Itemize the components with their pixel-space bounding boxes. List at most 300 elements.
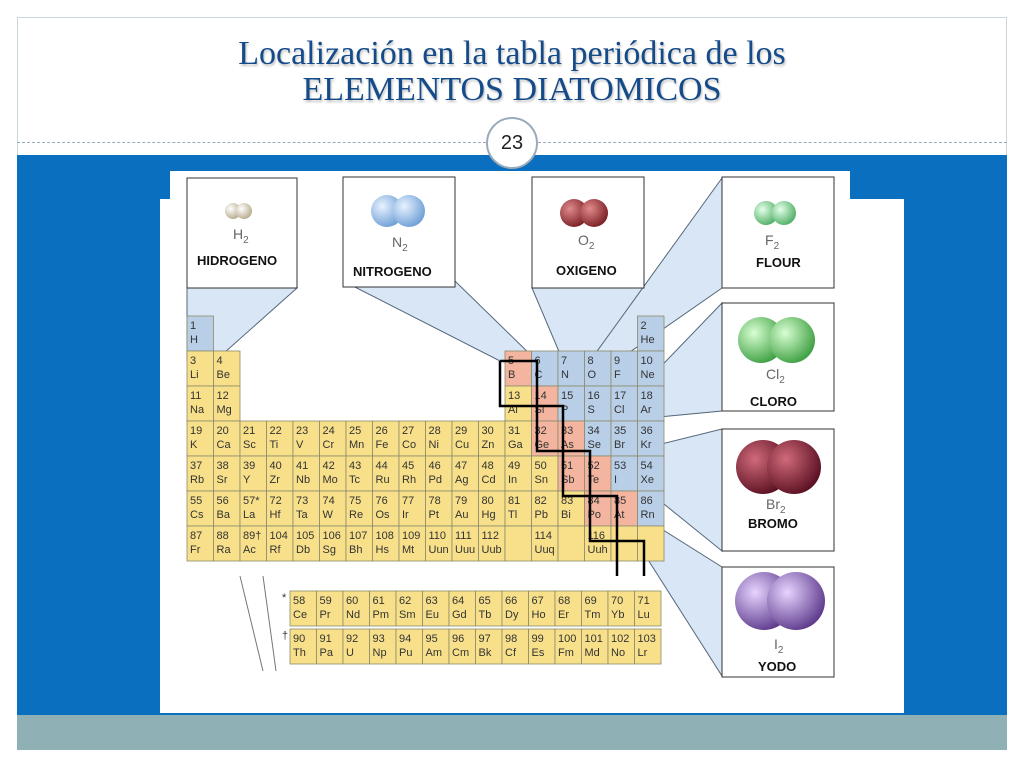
element-cell-K xyxy=(187,421,214,456)
element-cell-Ca xyxy=(214,421,241,456)
element-number: 24 xyxy=(322,425,335,437)
element-cell-Gd xyxy=(449,591,476,626)
element-symbol: Pd xyxy=(428,474,442,486)
element-cell-Uun xyxy=(426,526,453,561)
element-number: 75 xyxy=(349,495,362,507)
element-number: 10 xyxy=(640,355,653,367)
element-number: 103 xyxy=(637,633,656,645)
element-number: 104 xyxy=(269,530,288,542)
element-symbol: Si xyxy=(534,404,545,416)
element-cell-Rh xyxy=(399,456,426,491)
element-number: 30 xyxy=(481,425,494,437)
element-symbol: Uuq xyxy=(534,544,555,556)
element-cell-U xyxy=(343,629,370,664)
element-cell-F xyxy=(611,351,638,386)
element-cell-H xyxy=(187,316,214,351)
element-cell-Cl xyxy=(611,386,638,421)
element-cell-Mg xyxy=(214,386,241,421)
element-number: 63 xyxy=(425,595,438,607)
element-cell-Th xyxy=(290,629,317,664)
element-symbol: Cu xyxy=(455,439,470,451)
element-symbol: Rb xyxy=(190,474,205,486)
element-number: 18 xyxy=(640,390,653,402)
element-number: 93 xyxy=(372,633,385,645)
element-number: 92 xyxy=(346,633,359,645)
element-number: 97 xyxy=(478,633,491,645)
element-number: 6 xyxy=(534,355,541,367)
element-symbol: Hg xyxy=(481,509,496,521)
element-number: 4 xyxy=(216,355,223,367)
element-symbol: Pm xyxy=(372,609,389,621)
n2-formula: $N_2$ xyxy=(392,234,408,254)
element-symbol: Sg xyxy=(322,544,336,556)
element-symbol: Be xyxy=(216,369,230,381)
element-symbol: Er xyxy=(558,609,569,621)
element-cell-V xyxy=(293,421,320,456)
element-symbol: Os xyxy=(375,509,390,521)
callout-bromine xyxy=(722,429,834,551)
element-cell-Lr xyxy=(635,629,662,664)
element-symbol: Hf xyxy=(269,509,281,521)
element-cell-Tl xyxy=(505,491,532,526)
element-cell-W xyxy=(320,491,347,526)
callout-iodine xyxy=(722,567,834,677)
element-cell-Sm xyxy=(396,591,423,626)
element-number: 95 xyxy=(425,633,438,645)
element-number: 8 xyxy=(587,355,594,367)
element-symbol: Uub xyxy=(481,544,502,556)
element-cell-Te xyxy=(585,456,612,491)
element-symbol: H xyxy=(190,334,198,346)
element-symbol: U xyxy=(346,647,354,659)
element-cell-Sc xyxy=(240,421,267,456)
element-cell-Am xyxy=(423,629,450,664)
element-number: 88 xyxy=(216,530,229,542)
element-number: 9 xyxy=(614,355,621,367)
element-cell-B xyxy=(505,351,532,386)
slide-number: 23 xyxy=(500,131,524,154)
element-cell-Ir xyxy=(399,491,426,526)
element-number: 11 xyxy=(190,390,202,402)
element-symbol: Lr xyxy=(637,647,648,659)
element-symbol: Es xyxy=(531,647,545,659)
element-symbol: Re xyxy=(349,509,364,521)
element-number: 42 xyxy=(322,460,335,472)
element-number: 86 xyxy=(640,495,653,507)
element-symbol: Rn xyxy=(640,509,655,521)
element-symbol: Ti xyxy=(269,439,279,451)
element-number: 41 xyxy=(296,460,309,472)
element-cell-Ar xyxy=(638,386,665,421)
element-symbol: Ni xyxy=(428,439,439,451)
element-cell-O xyxy=(585,351,612,386)
element-symbol: In xyxy=(508,474,518,486)
element-number: 22 xyxy=(269,425,282,437)
element-symbol: Cd xyxy=(481,474,496,486)
element-cell-Ti xyxy=(267,421,294,456)
element-cell-Co xyxy=(399,421,426,456)
element-symbol: Ge xyxy=(534,439,550,451)
element-cell-I xyxy=(611,456,638,491)
element-symbol: Ca xyxy=(216,439,231,451)
element-symbol: I xyxy=(614,474,618,486)
element-cell-Br xyxy=(611,421,638,456)
element-cell-Yb xyxy=(608,591,635,626)
element-cell-Bk xyxy=(476,629,503,664)
element-cell-Ga xyxy=(505,421,532,456)
element-symbol: Ar xyxy=(640,404,652,416)
element-number: 106 xyxy=(322,530,341,542)
element-cell-N xyxy=(558,351,585,386)
element-cell-Pr xyxy=(317,591,344,626)
element-cell-Er xyxy=(555,591,582,626)
element-cell-Cs xyxy=(187,491,214,526)
element-symbol: Au xyxy=(455,509,469,521)
element-number: 54 xyxy=(640,460,653,472)
element-cell-Be xyxy=(214,351,241,386)
element-symbol: Cf xyxy=(505,647,516,659)
element-symbol: Yb xyxy=(611,609,625,621)
element-symbol: Pu xyxy=(399,647,413,659)
hydrogen-label: HIDROGENO xyxy=(197,253,278,268)
element-number: 12 xyxy=(216,390,229,402)
element-number: 81 xyxy=(508,495,521,507)
element-symbol: Ac xyxy=(243,544,256,556)
callout-fluorine xyxy=(722,177,834,288)
element-symbol: Fr xyxy=(190,544,201,556)
element-symbol: No xyxy=(611,647,626,659)
element-number: 102 xyxy=(611,633,630,645)
element-symbol: Uuh xyxy=(587,544,608,556)
element-cell-Ni xyxy=(426,421,453,456)
callout-oxygen xyxy=(532,177,644,288)
element-number: 35 xyxy=(614,425,627,437)
element-symbol: La xyxy=(243,509,256,521)
element-symbol: Ce xyxy=(293,609,308,621)
element-number: 76 xyxy=(375,495,388,507)
element-symbol: Bh xyxy=(349,544,363,556)
element-symbol: Bk xyxy=(478,647,492,659)
element-symbol: Cm xyxy=(452,647,470,659)
element-symbol: Pt xyxy=(428,509,439,521)
element-symbol: V xyxy=(296,439,304,451)
element-number: 15 xyxy=(561,390,574,402)
element-symbol: Pb xyxy=(534,509,548,521)
element-number: 46 xyxy=(428,460,441,472)
element-symbol: Lu xyxy=(637,609,650,621)
element-symbol: K xyxy=(190,439,198,451)
element-symbol: Sb xyxy=(561,474,575,486)
element-number: 61 xyxy=(372,595,385,607)
element-cell-Ac xyxy=(240,526,267,561)
element-cell-Db xyxy=(293,526,320,561)
chlorine-label: CLORO xyxy=(750,394,797,409)
element-symbol: Li xyxy=(190,369,199,381)
element-number: 34 xyxy=(587,425,600,437)
element-symbol: Kr xyxy=(640,439,652,451)
element-number: 45 xyxy=(402,460,415,472)
element-number: 96 xyxy=(452,633,465,645)
element-symbol: Te xyxy=(587,474,600,486)
element-cell-Ag xyxy=(452,456,479,491)
element-number: 65 xyxy=(478,595,491,607)
title-line-2: ELEMENTOS DIATOMICOS xyxy=(302,71,722,108)
element-cell-C xyxy=(532,351,559,386)
element-number: 25 xyxy=(349,425,362,437)
element-number: 87 xyxy=(190,530,203,542)
element-number: 19 xyxy=(190,425,203,437)
element-cell-Tb xyxy=(476,591,503,626)
f2-formula: $F_2$ xyxy=(765,232,780,252)
element-cell-Ce xyxy=(290,591,317,626)
element-number: 80 xyxy=(481,495,494,507)
lanthanide-marker: * xyxy=(282,592,287,604)
element-cell-Pt xyxy=(426,491,453,526)
element-symbol: Zr xyxy=(269,474,280,486)
element-cell-Pd xyxy=(426,456,453,491)
element-number: 20 xyxy=(216,425,229,437)
element-symbol: Np xyxy=(372,647,387,659)
element-cell-Si xyxy=(532,386,559,421)
element-symbol: Cs xyxy=(190,509,204,521)
element-symbol: Sc xyxy=(243,439,256,451)
element-number: 62 xyxy=(399,595,412,607)
element-number: 52 xyxy=(587,460,600,472)
element-cell-Li xyxy=(187,351,214,386)
element-symbol: Th xyxy=(293,647,306,659)
element-number: 116 xyxy=(587,530,606,542)
element-symbol: Ne xyxy=(640,369,655,381)
element-number: 112 xyxy=(481,530,500,542)
element-number: 64 xyxy=(452,595,465,607)
element-symbol: Eu xyxy=(425,609,439,621)
o2-formula: $O_2$ xyxy=(578,232,595,252)
element-cell-Uuq xyxy=(532,526,559,561)
element-symbol: Hs xyxy=(375,544,389,556)
element-cell-Dy xyxy=(502,591,529,626)
element-symbol: Tm xyxy=(584,609,601,621)
i2-formula: $I_2$ xyxy=(774,636,784,656)
element-symbol: O xyxy=(587,369,597,381)
element-number: 82 xyxy=(534,495,547,507)
element-symbol: Ba xyxy=(216,509,230,521)
element-cell-Fm xyxy=(555,629,582,664)
element-cell-Bh xyxy=(346,526,373,561)
element-symbol: P xyxy=(561,404,569,416)
element-number: 36 xyxy=(640,425,653,437)
element-cell-Os xyxy=(373,491,400,526)
element-cell-Mt xyxy=(399,526,426,561)
element-symbol: Uuu xyxy=(455,544,476,556)
element-cell-Hg xyxy=(479,491,506,526)
element-number: 68 xyxy=(558,595,571,607)
element-number: 77 xyxy=(402,495,415,507)
element-symbol: Sm xyxy=(399,609,416,621)
element-cell-Nd xyxy=(343,591,370,626)
element-symbol: Ir xyxy=(402,509,409,521)
element-cell-Sr xyxy=(214,456,241,491)
element-number: 39 xyxy=(243,460,256,472)
element-cell-Fe xyxy=(373,421,400,456)
element-symbol: Se xyxy=(587,439,601,451)
callout-box xyxy=(722,177,834,288)
element-number: 71 xyxy=(637,595,650,607)
element-cell-Re xyxy=(346,491,373,526)
element-symbol: C xyxy=(534,369,543,381)
element-number: 100 xyxy=(558,633,577,645)
element-symbol: Cl xyxy=(614,404,625,416)
element-number: 1 xyxy=(190,320,197,332)
actinide-marker: † xyxy=(282,630,289,642)
element-cell-Cr xyxy=(320,421,347,456)
element-symbol: S xyxy=(587,404,595,416)
element-symbol: Nd xyxy=(346,609,361,621)
element-cell-Uuh xyxy=(585,526,612,561)
element-cell-Pu xyxy=(396,629,423,664)
element-symbol: Xe xyxy=(640,474,654,486)
element-cell-La xyxy=(240,491,267,526)
element-symbol: Ag xyxy=(455,474,469,486)
element-cell-Na xyxy=(187,386,214,421)
element-number: 43 xyxy=(349,460,362,472)
bromine-label: BROMO xyxy=(748,516,798,531)
element-number: 57* xyxy=(243,495,260,507)
element-cell-Pb xyxy=(532,491,559,526)
element-number: 110 xyxy=(428,530,447,542)
callout-chlorine xyxy=(722,303,834,411)
periodic-table-svg xyxy=(160,171,904,713)
element-symbol: He xyxy=(640,334,655,346)
periodic-table-figure xyxy=(160,171,904,713)
element-number: 89† xyxy=(243,530,262,542)
element-symbol: B xyxy=(508,369,516,381)
element-number: 51 xyxy=(561,460,574,472)
element-number: 40 xyxy=(269,460,282,472)
element-number: 3 xyxy=(190,355,197,367)
element-symbol: Sr xyxy=(216,474,228,486)
element-cell-Mo xyxy=(320,456,347,491)
element-number: 16 xyxy=(587,390,600,402)
element-symbol: Tb xyxy=(478,609,492,621)
element-symbol: Pr xyxy=(319,609,331,621)
element-number: 21 xyxy=(243,425,256,437)
element-symbol: Tl xyxy=(508,509,518,521)
element-number: 98 xyxy=(505,633,518,645)
element-symbol: Mo xyxy=(322,474,338,486)
element-cell-Zn xyxy=(479,421,506,456)
element-number: 26 xyxy=(375,425,388,437)
element-number: 108 xyxy=(375,530,394,542)
element-cell-Lu xyxy=(635,591,662,626)
element-number: 27 xyxy=(402,425,415,437)
element-cell-Es xyxy=(529,629,556,664)
element-symbol: Ta xyxy=(296,509,308,521)
element-number: 58 xyxy=(293,595,306,607)
slide-number-badge xyxy=(486,117,538,169)
element-number: 69 xyxy=(584,595,597,607)
element-cell-Ho xyxy=(529,591,556,626)
element-number: 38 xyxy=(216,460,229,472)
element-symbol: Rh xyxy=(402,474,417,486)
element-symbol: F xyxy=(614,369,621,381)
nitrogen-label: NITROGENO xyxy=(353,264,432,279)
element-number: 5 xyxy=(508,355,515,367)
element-cell-Al xyxy=(505,386,532,421)
fluorine-label: FLOUR xyxy=(756,255,801,270)
element-cell-Cd xyxy=(479,456,506,491)
element-number: 78 xyxy=(428,495,441,507)
element-number: 84 xyxy=(587,495,600,507)
element-symbol: Pa xyxy=(319,647,333,659)
element-number: 99 xyxy=(531,633,544,645)
element-symbol: Bi xyxy=(561,509,571,521)
element-symbol: Br xyxy=(614,439,625,451)
element-symbol: W xyxy=(322,509,333,521)
element-number: 72 xyxy=(269,495,282,507)
title-line-1: Localización en la tabla periódica de los xyxy=(238,35,786,72)
element-number: 70 xyxy=(611,595,624,607)
element-cell-Pm xyxy=(370,591,397,626)
br2-formula: $Br_2$ xyxy=(766,496,786,516)
element-cell-Ru xyxy=(373,456,400,491)
element-number: 53 xyxy=(614,460,627,472)
h2-formula: $H_2$ xyxy=(233,226,249,246)
element-symbol: Am xyxy=(425,647,442,659)
element-symbol: Al xyxy=(508,404,518,416)
element-cell-Nb xyxy=(293,456,320,491)
element-number: 33 xyxy=(561,425,574,437)
element-number: 101 xyxy=(584,633,603,645)
element-symbol: Db xyxy=(296,544,311,556)
cl2-formula: $Cl_2$ xyxy=(766,366,785,386)
element-number: 48 xyxy=(481,460,494,472)
iodine-label: YODO xyxy=(758,659,797,674)
element-number: 114 xyxy=(534,530,553,542)
element-symbol: N xyxy=(561,369,569,381)
element-number: 90 xyxy=(293,633,306,645)
element-number: 2 xyxy=(640,320,647,332)
element-cell-Zr xyxy=(267,456,294,491)
element-number: 7 xyxy=(561,355,568,367)
element-number: 105 xyxy=(296,530,315,542)
element-cell-Cu xyxy=(452,421,479,456)
element-cell-Uub xyxy=(479,526,506,561)
element-number: 107 xyxy=(349,530,368,542)
element-cell-No xyxy=(608,629,635,664)
element-cell-Rn xyxy=(638,491,665,526)
element-cell-empty xyxy=(611,526,638,561)
element-cell-empty xyxy=(505,526,532,561)
element-number: 94 xyxy=(399,633,412,645)
element-number: 85 xyxy=(614,495,627,507)
element-number: 74 xyxy=(322,495,335,507)
element-number: 66 xyxy=(505,595,518,607)
element-cell-Rf xyxy=(267,526,294,561)
element-cell-Uuu xyxy=(452,526,479,561)
element-number: 109 xyxy=(402,530,421,542)
element-symbol: Sn xyxy=(534,474,548,486)
element-symbol: Ga xyxy=(508,439,523,451)
element-number: 79 xyxy=(455,495,468,507)
element-symbol: Tc xyxy=(349,474,360,486)
element-cell-Np xyxy=(370,629,397,664)
element-symbol: Md xyxy=(584,647,600,659)
element-symbol: Dy xyxy=(505,609,519,621)
element-cell-Kr xyxy=(638,421,665,456)
element-cell-Cm xyxy=(449,629,476,664)
element-symbol: Mt xyxy=(402,544,415,556)
element-cell-Mn xyxy=(346,421,373,456)
